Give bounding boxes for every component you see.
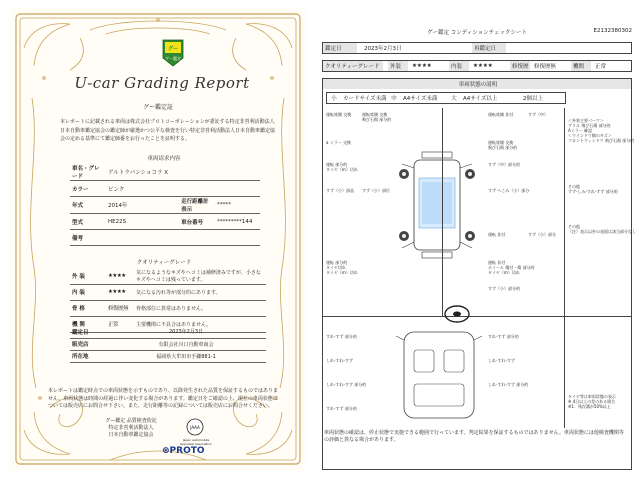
- quality-row-desc: 骨格部位に異常はありません。: [134, 300, 266, 316]
- date-label: 鑑定日: [323, 43, 357, 53]
- svg-text:グー: グー: [167, 46, 179, 52]
- size-value: カードサイズ未満: [343, 96, 387, 102]
- vehicle-row-label: 年式: [70, 197, 106, 214]
- grade-value: 修復歴無: [534, 64, 557, 70]
- vehicle-row-value2: *****: [215, 197, 260, 214]
- steering-wheel-icon: [442, 304, 472, 324]
- vehicle-row-label: 型式: [70, 214, 106, 230]
- size-label: [507, 93, 519, 103]
- vehicle-row-label2: [179, 230, 215, 246]
- condition-check-sheet: [322, 28, 636, 470]
- explain-title: 車両状態の説明: [323, 79, 631, 89]
- grade-label: 修復歴: [510, 61, 530, 71]
- size-label: 大: [451, 96, 457, 102]
- damage-note: すず（小）部位: [362, 188, 391, 193]
- vehicle-row-value: 2014年: [106, 197, 179, 214]
- damage-note: 運転 非付: [488, 232, 506, 237]
- grade-label: 機関: [571, 61, 591, 71]
- section-divider: [323, 316, 631, 317]
- info-row-value: 有限会社川口自動車商会: [106, 338, 266, 350]
- vehicle-row-label: 備考: [70, 230, 106, 246]
- quality-label: クオリティーグレード: [323, 61, 383, 71]
- vehicle-row-value2: [215, 164, 260, 181]
- certificate-intro: 本レポートに記載される車両は株式会社プロトコーポレーションが委託する特定非営利活動法人日本自動車鑑定協会の鑑定師が厳選かつ公平な検査を行い特定非営利活動法人日本自動車鑑定協会の定める基準にて鑑定師番をお行ったことを証明する。: [60, 119, 276, 142]
- damage-note: 運転 部分的 タイヤ切れ タイヤ（m）切れ: [326, 260, 358, 275]
- damage-note: 運転席側 交換 飛び石傷 部分的: [488, 140, 518, 150]
- damage-note: 運転 部分的 タイヤ（m）切れ: [326, 162, 358, 172]
- interior-note: しれ-すれ-すず: [326, 358, 353, 363]
- quality-grade-table: [70, 268, 266, 333]
- vehicle-row-label: 車名・グレード: [70, 164, 106, 181]
- inspection-date-table: [70, 326, 266, 363]
- quality-row-stars: ★★★★: [106, 268, 134, 284]
- info-row-label: 鑑定日: [70, 326, 106, 338]
- goo-kantei-badge-icon: [160, 38, 186, 68]
- vehicle-info-table: [70, 164, 260, 246]
- info-row-value: 2023年2月3日: [106, 326, 266, 338]
- date-value: 2023年2月3日: [364, 46, 402, 52]
- interior-note: しれ-すれ-すず 部分的: [488, 382, 529, 387]
- side-note: タイヤ等は車両状態の表示 ※ 4日以上の差のある場合 ※1：残存溝が50%以上: [568, 394, 616, 409]
- vehicle-row: [70, 197, 260, 214]
- damage-note: すず（小）部品: [326, 188, 355, 193]
- grade-value: ★★★★: [473, 63, 493, 69]
- damage-note: 運転席側 非付: [488, 112, 514, 117]
- quality-row-desc: 気になるようなキズやヘコミは補修済みですが、小さなキズやヘコミは残っています。: [134, 268, 266, 284]
- vehicle-row-label: カラー: [70, 181, 106, 197]
- sheet-disclaimer: 車両状態の確認は、停止状態で実施できる範囲で行っています。判定結果を保証するものではありません。車両状態には他検査機関等の評価と異なる場合があります。: [324, 430, 624, 443]
- quality-row-label: 骨 格: [70, 300, 106, 316]
- damage-note: 運転席側 交換: [326, 112, 352, 117]
- interior-note: すれ-すず 部分的: [488, 334, 519, 339]
- side-divider-lower: [564, 316, 565, 428]
- vehicle-row-label2: [179, 164, 215, 181]
- car-interior-diagram: [394, 328, 484, 423]
- vehicle-row-value: HE22S: [106, 214, 179, 230]
- quality-row: [70, 268, 266, 284]
- svg-text:グー鑑定: グー鑑定: [165, 56, 181, 61]
- damage-note: 運転席側 交換 飛び石傷 部分的: [362, 112, 392, 122]
- damage-note: すず（中）部分的: [488, 162, 521, 167]
- quality-row-label: 機 関: [70, 316, 106, 332]
- vehicle-row-label2: 車台番号: [179, 214, 215, 230]
- grade-value: 正常: [595, 64, 607, 70]
- vehicle-section-title: 車両请求内容: [147, 156, 181, 162]
- side-divider: [564, 108, 565, 316]
- info-row: [70, 338, 266, 350]
- info-row-label: 販売店: [70, 338, 106, 350]
- vehicle-row-value2: *********144: [215, 214, 260, 230]
- certificate-subtitle: グー鑑定証: [142, 104, 173, 111]
- svg-text:JAAA: JAAA: [190, 425, 200, 430]
- quality-row-label: 内 装: [70, 284, 106, 300]
- damage-note: すず（中）: [528, 112, 549, 117]
- issuer-block: [96, 418, 166, 439]
- damage-note: a ミラー 交換: [326, 140, 351, 145]
- vehicle-row-value: ピンク: [106, 181, 179, 197]
- quality-row-desc: 気になる汚れ等が部分的にあります。: [134, 284, 266, 300]
- sheet-code: E2132380302: [593, 28, 632, 34]
- vehicle-row: [70, 164, 260, 181]
- issuer-line: グー鑑定 品質検査依託: [105, 418, 157, 424]
- damage-note: すず（小）部分: [528, 232, 557, 237]
- vehicle-row-value2: [215, 181, 260, 197]
- grading-certificate: [10, 8, 306, 470]
- proto-logo: ⊛PROTO: [162, 446, 205, 456]
- damage-note: すず（小）部分的: [488, 286, 521, 291]
- quality-row-stars: 正常: [106, 316, 134, 332]
- info-row-value: 福岡県大牟田市手鎌881-1: [106, 350, 266, 362]
- size-value: 2個以上: [523, 96, 543, 102]
- quality-row-stars: ★★★★: [106, 284, 134, 300]
- issuer-line: 特定非営利活動法人: [108, 425, 154, 431]
- quality-row-label: 外 装: [70, 268, 106, 284]
- vehicle-row-label2: [179, 181, 215, 197]
- grade-label: 内装: [449, 61, 469, 71]
- interior-note: すれ-すず 部分的: [326, 406, 357, 411]
- info-row-label: 所在地: [70, 350, 106, 362]
- vehicle-row-value: アルトラパンショコラ X: [106, 164, 179, 181]
- grade-value: ★★★★: [412, 63, 432, 69]
- jaaa-logo-icon: [186, 418, 204, 436]
- quality-section-title: クオリティーグレード: [136, 260, 192, 266]
- size-value: A4サイズ未満: [403, 96, 438, 102]
- quality-row-desc: 主要機関に不具合はありません。: [134, 316, 266, 332]
- quality-row: [70, 284, 266, 300]
- jaaa-subtitle: Japan Automobile Appraisal Association: [179, 438, 213, 446]
- damage-note: 運転 非付 ホイール 傷付・傷 部分的 タイヤ（m）切れ: [488, 260, 535, 275]
- certificate-title: U-car Grading Report: [74, 74, 250, 92]
- grade-label: 外装: [388, 61, 408, 71]
- vehicle-row-value: [106, 230, 179, 246]
- vehicle-row: [70, 214, 260, 230]
- size-label: 中: [391, 96, 397, 102]
- vehicle-row-value2: [215, 230, 260, 246]
- interior-note: しれ-すれ-すず: [488, 358, 515, 363]
- proto-mark-icon: ⊛: [162, 446, 170, 456]
- quality-row-stars: 修復歴無: [106, 300, 134, 316]
- recheck-label: 再鑑定日: [472, 43, 506, 53]
- size-value: A4サイズ以上: [463, 96, 498, 102]
- size-label: 小: [331, 96, 337, 102]
- side-note: ＜外装主要パーツ＞ グリル 飛び石傷 部分的 Aミラー 確認 ＜ウインドウ類のキズ＞ フロントウィンドウ 飛び石傷 部分的: [568, 118, 635, 143]
- damage-note: すず へこみ（小）部分: [488, 188, 530, 193]
- certificate-disclaimer: 本レポートは鑑定時点での車両状態を示すものであり、以降発生された品質を保証するものではありません。車両状態は時間の経過に伴い変化する場合があります。鑑定日をご確認の上、現在の車両状態については販売店にお問合せ下さい。また、走行距離等の記録については販売店にお問合せください。: [48, 388, 279, 409]
- interior-note: しれ-すれ-すず 部分的: [326, 382, 367, 387]
- quality-row: [70, 300, 266, 316]
- info-row: [70, 326, 266, 338]
- sheet-header: グー鑑定 コンディションチェックシート: [426, 30, 528, 36]
- side-note: その他 （注）表示以外の表面は該当部分なし: [568, 224, 636, 234]
- vehicle-row: [70, 230, 260, 246]
- interior-note: すれ-すず 部分的: [326, 334, 357, 339]
- car-exterior-diagram: [382, 138, 492, 268]
- diagram-divider: [442, 108, 443, 316]
- info-row: [70, 350, 266, 362]
- side-note: その他 すず-しみ-すれ-すず 部分的: [568, 184, 618, 194]
- vehicle-row-label2: 走行距離計表示: [179, 197, 215, 214]
- issuer-line: 日本自動車鑑定協会: [108, 432, 154, 438]
- vehicle-row: [70, 181, 260, 197]
